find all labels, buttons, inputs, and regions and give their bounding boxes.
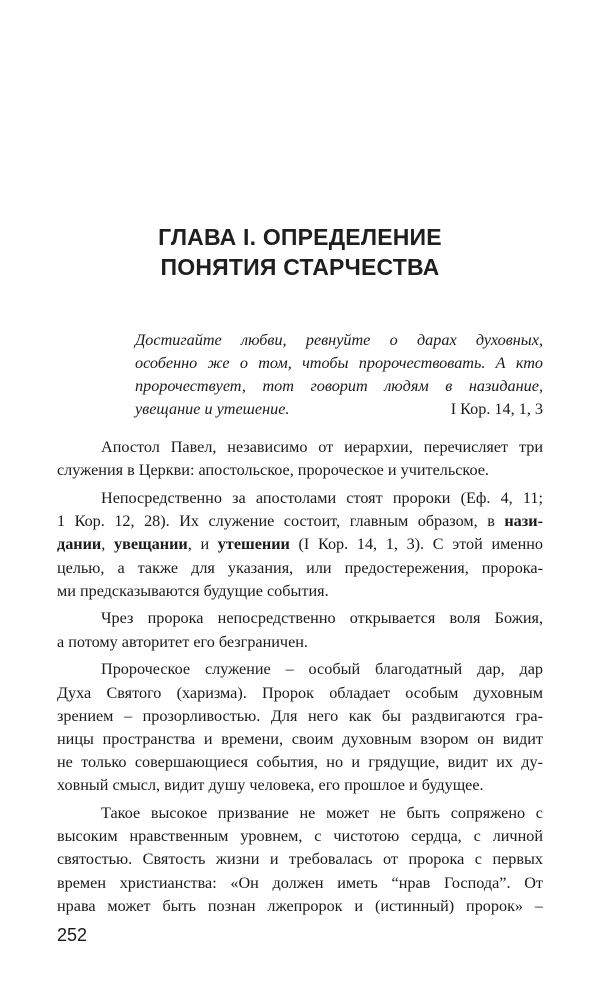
paragraph-5 [57,802,543,918]
text-line: ницы пространства и времени, своим духовным взором он видит [57,729,543,748]
text-line: Такое высокое призвание не может не быть сопряжено с [101,804,543,823]
text-line: Чрез пророка непосредственно открывается воля Божия, [101,609,543,628]
paragraph-4 [57,658,543,797]
chapter-title-line-2: ПОНЯТИЯ СТАРЧЕСТВА [160,254,440,280]
text-line: времен христианства: «Он должен иметь “нрав Господа”. От [57,873,543,892]
bold-term-uteshenii: утешении [217,535,290,554]
text-line [57,533,543,556]
text-line: высоким нравственным уровнем, с чистотою сердца, с личной [57,827,543,846]
text-span: , [101,535,114,554]
chapter-title [0,222,600,282]
bold-term-uveshchanii: увещании [113,535,188,554]
chapter-title-line-1: ГЛАВА I. ОПРЕДЕЛЕНИЕ [158,224,442,250]
text-line: нрава может быть познан лжепророк и (истинный) пророк» – [57,896,543,915]
epigraph-line: пророчествует, тот говорит людям в назидание, [135,377,543,395]
text-line: Апостол Павел, независимо от иерархии, перечисляет три [101,438,543,456]
bold-term-nazidanii: нази- [504,512,543,531]
text-line: святостью. Святость жизни и требовалась от пророка с первых [57,850,543,869]
text-line: а потому авторитет его безграничен. [57,632,308,651]
text-line: служения в Церкви: апостольское, пророческое и учительское. [57,461,489,480]
text-line: ми предсказываются будущие события. [57,581,329,600]
text-line: Непосредственно за апостолами стоят пророки (Еф. 4, 11; [101,488,543,507]
epigraph-line: Достигайте любви, ревнуйте о дарах духовных, [135,331,543,349]
paragraph-1 [57,436,543,482]
paragraph-2 [57,487,543,603]
text-line: зрением – прозорливостью. Для него как бы раздвигаются гра- [57,706,543,725]
epigraph-last-line [135,398,543,421]
text-line: Пророческое служение – особый благодатный дар, дар [101,660,543,679]
text-span: 1 Кор. 12, 28). Их служение состоит, главным образом, в [57,512,505,531]
text-span: (I Кор. 14, 1, 3). С этой именно [289,535,543,554]
text-line: целью, а также для указания, или предостережения, пророка- [57,558,543,577]
paragraph-3 [57,607,543,653]
text-line [57,510,543,533]
epigraph-reference: I Кор. 14, 1, 3 [450,400,543,418]
text-line: ховный смысл, видит душу человека, его прошлое и будущее. [57,776,484,795]
page-number: 252 [57,925,88,945]
text-line: Духа Святого (харизма). Пророк обладает особым духовным [57,683,543,702]
text-line: не только совершающиеся события, но и грядущие, видит их ду- [57,753,543,772]
body-text [57,436,543,918]
bold-term-nazidanii-end: дании [57,535,102,554]
epigraph-line: увещание и утешение. [135,400,290,418]
epigraph-line: особенно же о том, чтобы пророчествовать. А кто [135,354,543,372]
epigraph [135,329,543,421]
text-span: , и [187,535,218,554]
